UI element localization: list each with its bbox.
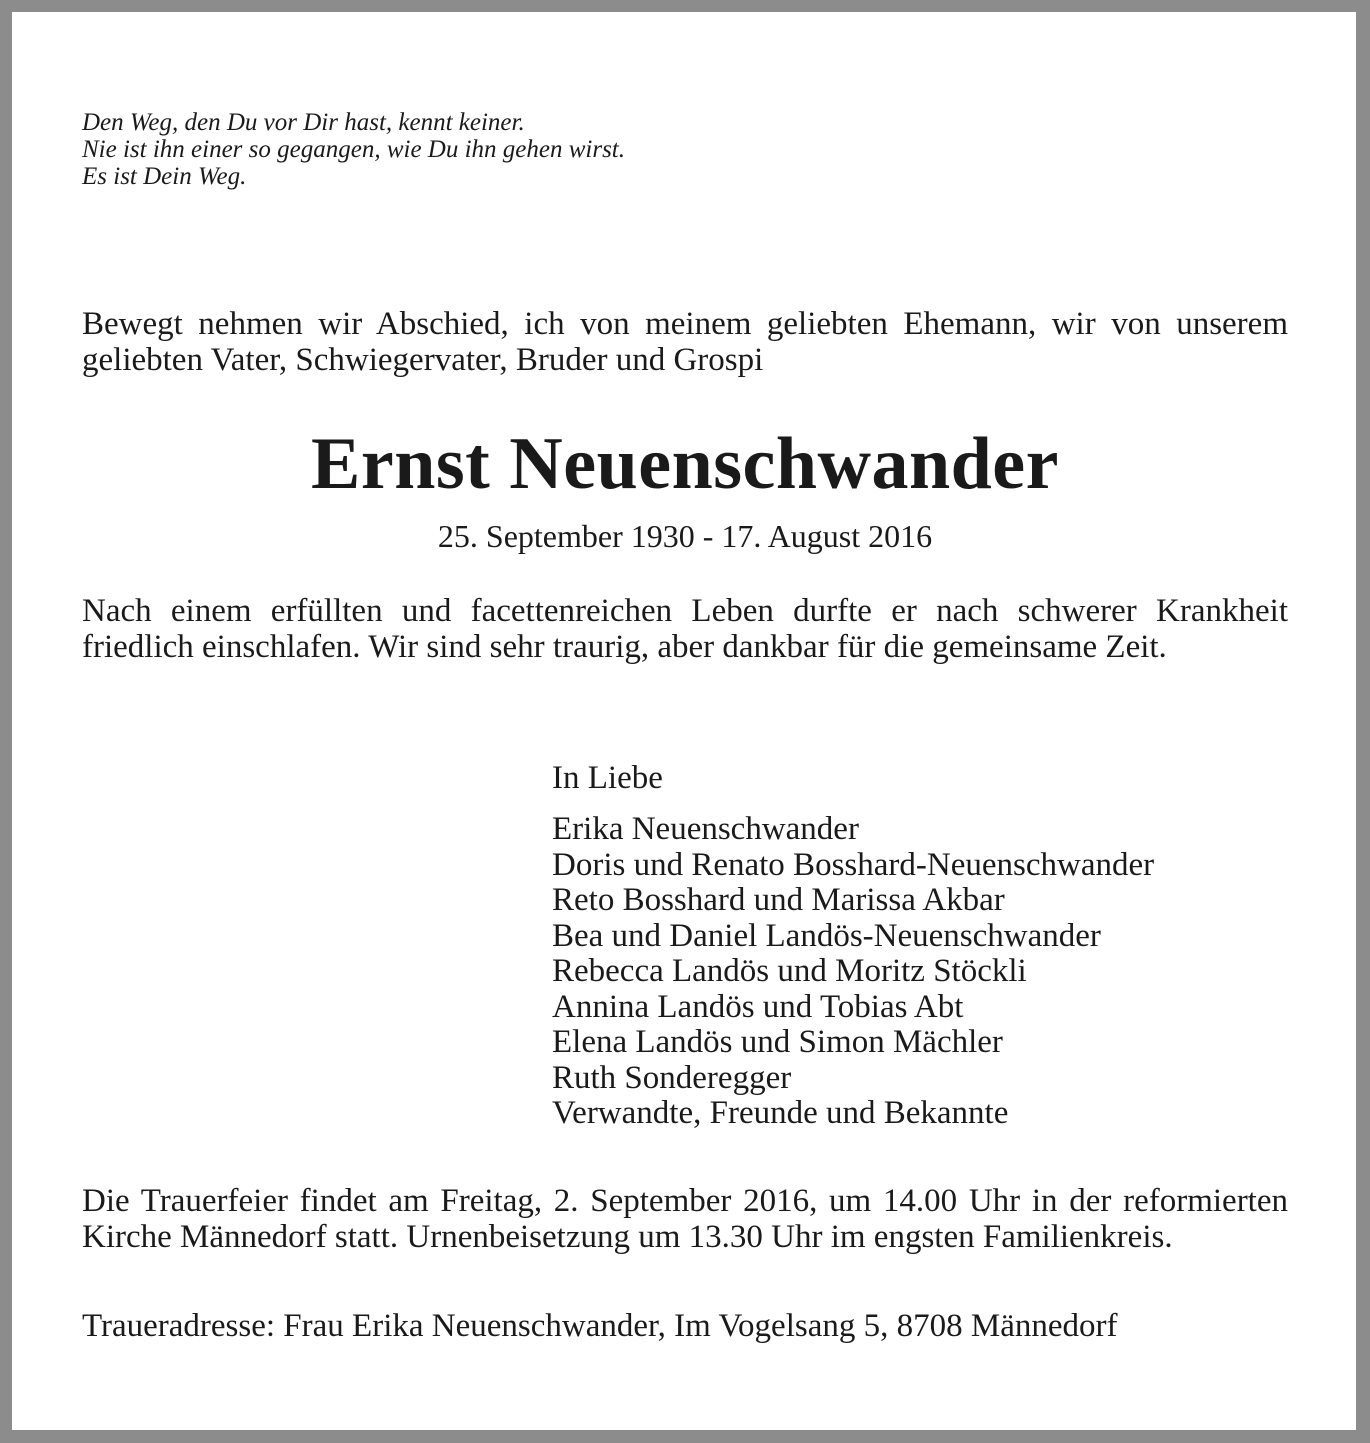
mourner-name: Elena Landös und Simon Mächler <box>552 1024 1003 1060</box>
mourner-name: Rebecca Landös und Moritz Stöckli <box>552 953 1027 989</box>
mourner-name: Doris und Renato Bosshard-Neuenschwander <box>552 846 1155 883</box>
life-text: Nach einem erfüllten und facettenreichen Leben durfte er nach schwerer Krankheit friedlich einschlafen. Wir sind sehr traurig, aber dankbar für die gemeinsame Zeit. <box>82 593 1288 665</box>
mourning-address: Traueradresse: Frau Erika Neuenschwander, Im Vogelsang 5, 8708 Männedorf <box>82 1308 1118 1344</box>
mourner-name: Verwandte, Freunde und Bekannte <box>552 1095 1009 1131</box>
greeting: In Liebe <box>552 760 663 796</box>
mourners-list <box>552 812 1154 1132</box>
mourner-name: Annina Landös und Tobias Abt <box>552 988 964 1025</box>
motto-line: Es ist Dein Weg. <box>82 163 247 190</box>
motto-line: Den Weg, den Du vor Dir hast, kennt keiner. <box>82 109 525 136</box>
obituary-notice <box>12 12 1356 1430</box>
deceased-name: Ernst Neuenschwander <box>311 423 1059 505</box>
motto-quote <box>82 109 625 190</box>
mourner-name: Bea und Daniel Landös-Neuenschwander <box>552 917 1101 954</box>
signatures-block <box>552 760 1154 1132</box>
motto-line: Nie ist ihn einer so gegangen, wie Du ihn gehen wirst. <box>82 136 626 163</box>
mourner-name: Erika Neuenschwander <box>552 811 859 847</box>
funeral-service-info: Die Trauerfeier findet am Freitag, 2. September 2016, um 14.00 Uhr in der reformierten Kirche Männedorf statt. Urnenbeisetzung um 13.30 Uhr im engsten Familienkreis. <box>82 1183 1288 1255</box>
mourner-name: Reto Bosshard und Marissa Akbar <box>552 882 1005 918</box>
farewell-intro: Bewegt nehmen wir Abschied, ich von meinem geliebten Ehemann, wir von unserem geliebten Vater, Schwiegervater, Bruder und Grospi <box>82 306 1288 378</box>
mourner-name: Ruth Sonderegger <box>552 1059 792 1096</box>
life-dates: 25. September 1930 - 17. August 2016 <box>437 518 933 554</box>
